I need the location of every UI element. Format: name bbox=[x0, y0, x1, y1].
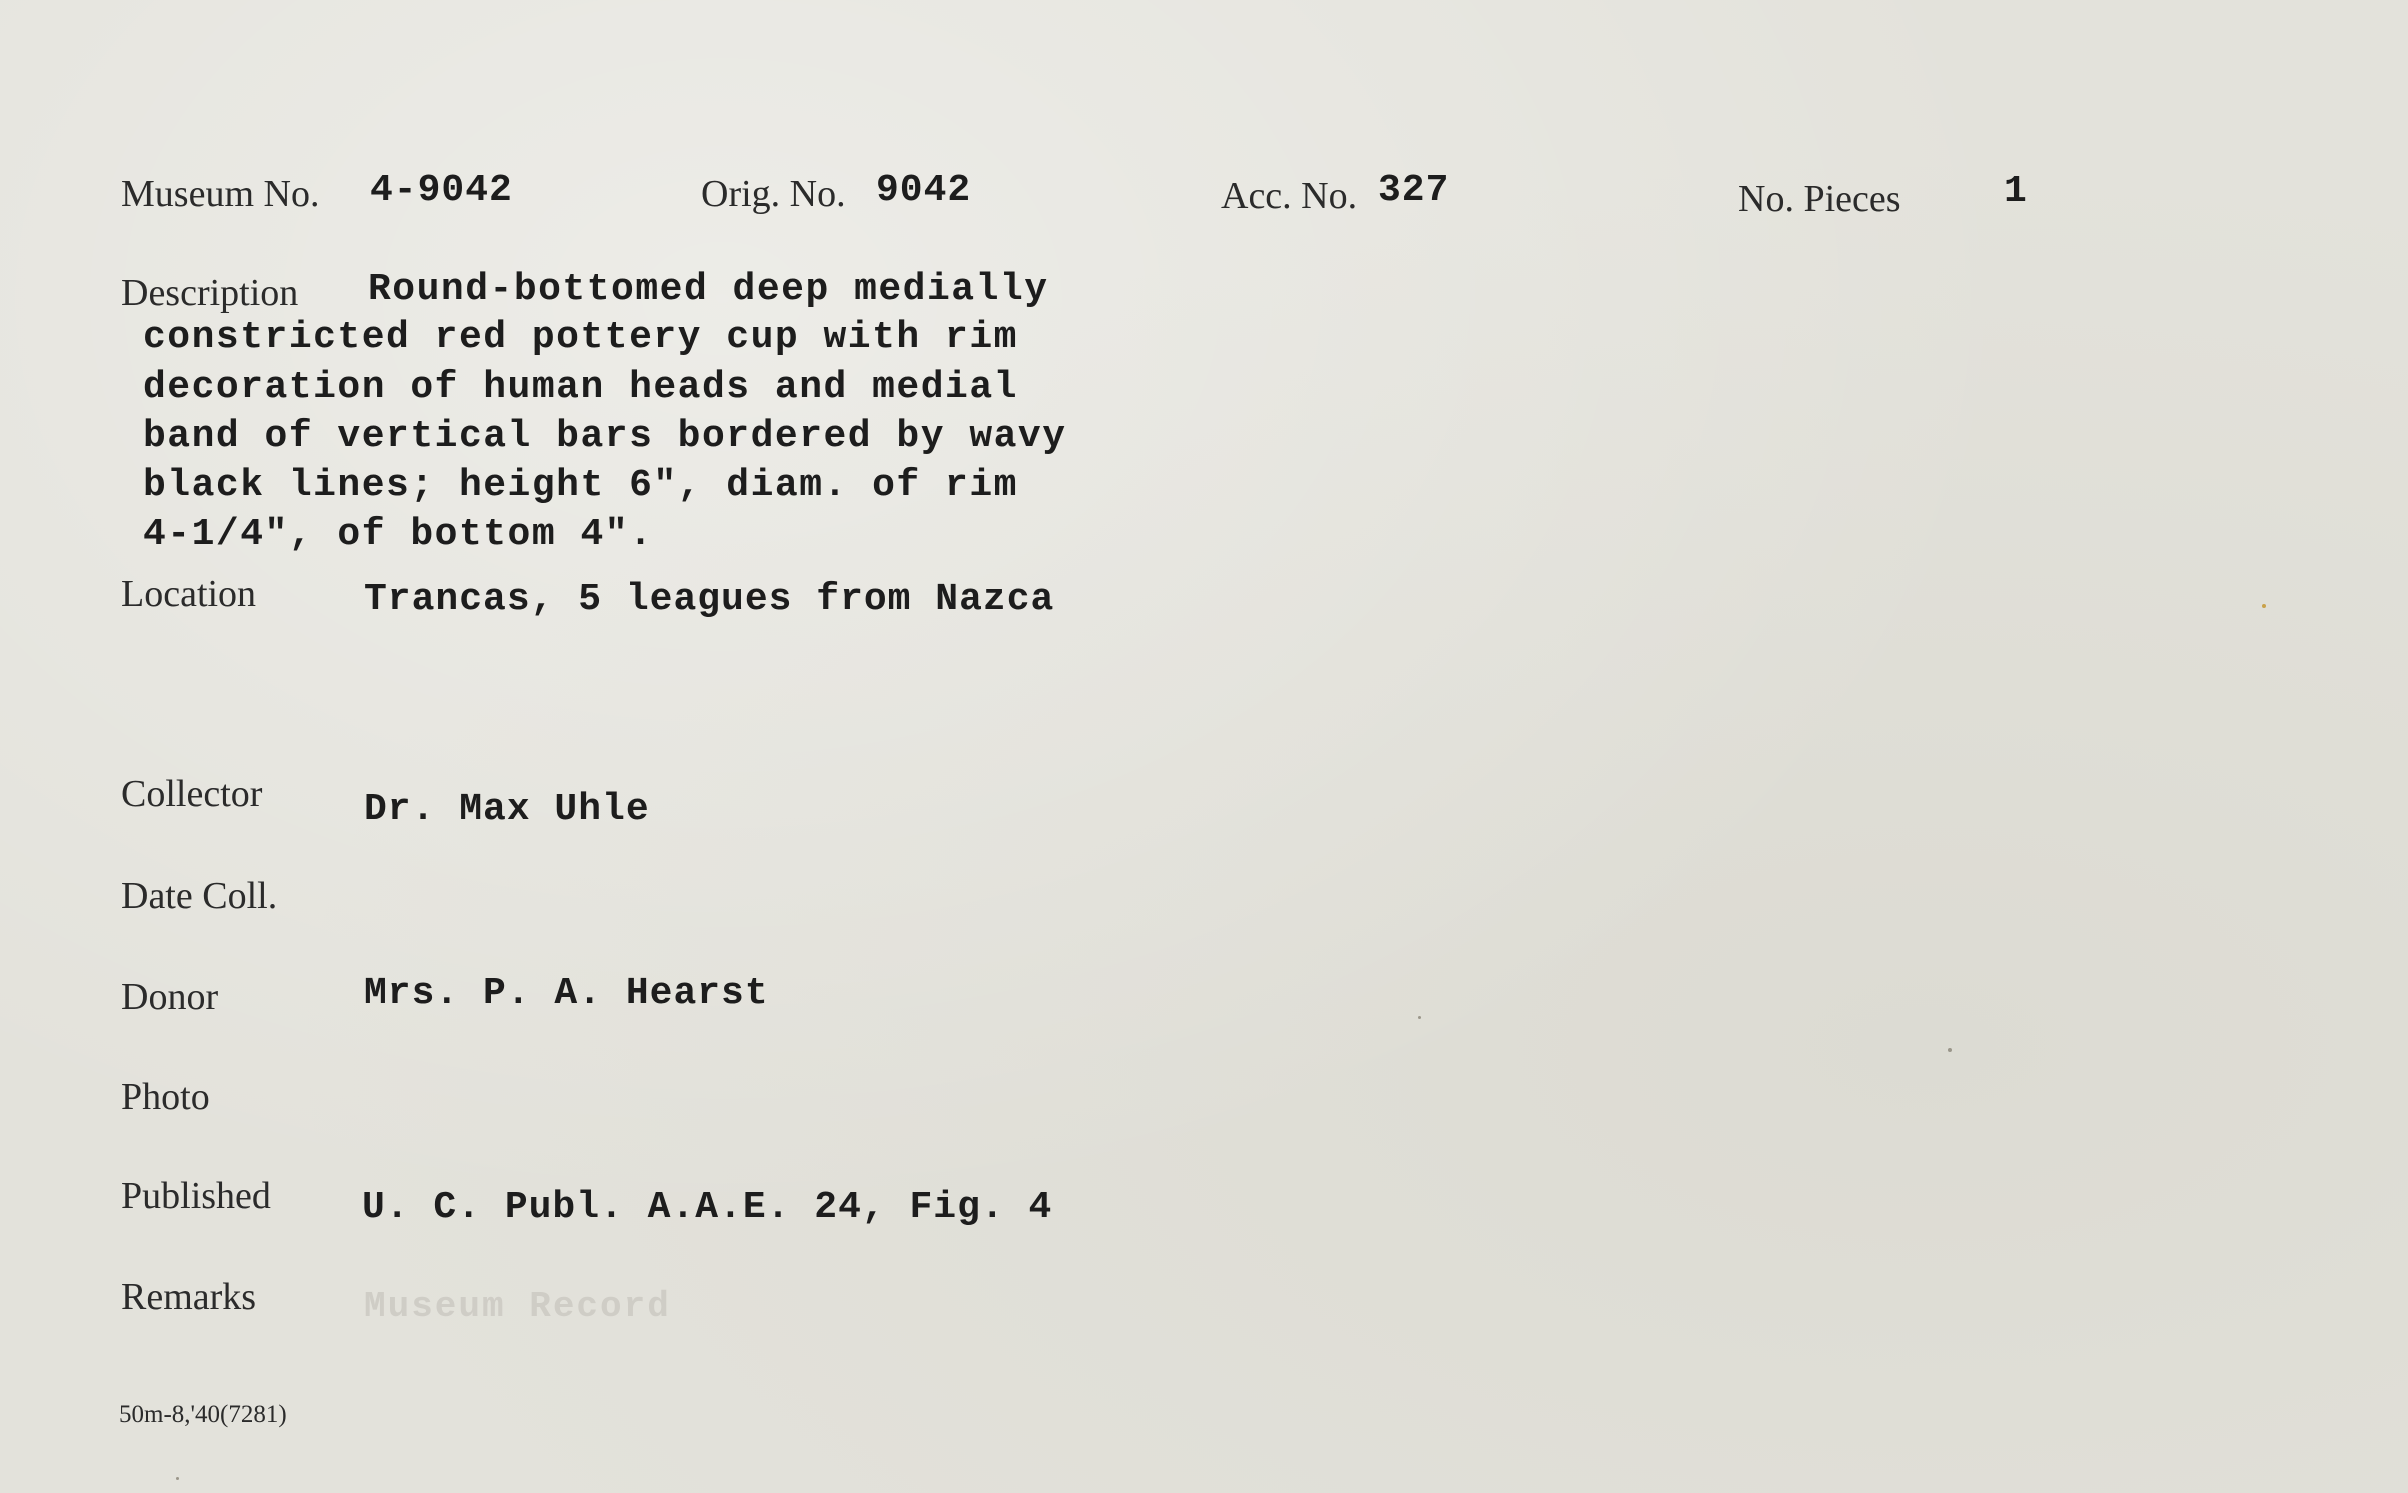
paper-speck bbox=[2262, 604, 2266, 608]
paper-speck bbox=[176, 1477, 179, 1480]
collector-label: Collector bbox=[121, 773, 263, 815]
collector-value: Dr. Max Uhle bbox=[364, 788, 650, 831]
remarks-label: Remarks bbox=[121, 1276, 257, 1318]
published-label: Published bbox=[121, 1175, 271, 1217]
description-line-2: constricted red pottery cup with rim bbox=[143, 316, 1018, 359]
location-value: Trancas, 5 leagues from Nazca bbox=[364, 578, 1055, 621]
orig-no-label: Orig. No. bbox=[701, 173, 846, 215]
location-label: Location bbox=[121, 573, 257, 615]
form-code: 50m-8,'40(7281) bbox=[119, 1401, 287, 1428]
remarks-value: Museum Record bbox=[364, 1286, 671, 1327]
description-label: Description bbox=[121, 272, 299, 314]
acc-no-label: Acc. No. bbox=[1221, 175, 1358, 217]
donor-label: Donor bbox=[121, 976, 219, 1018]
orig-no-value: 9042 bbox=[876, 169, 972, 212]
paper-speck bbox=[1418, 1016, 1421, 1019]
museum-no-value: 4-9042 bbox=[370, 169, 513, 212]
donor-value: Mrs. P. A. Hearst bbox=[364, 972, 769, 1015]
paper-speck bbox=[1948, 1048, 1952, 1052]
description-line-5: black lines; height 6", diam. of rim bbox=[143, 464, 1018, 507]
description-line-3: decoration of human heads and medial bbox=[143, 366, 1018, 409]
no-pieces-label: No. Pieces bbox=[1738, 178, 1901, 220]
description-line-1: Round-bottomed deep medially bbox=[368, 268, 1049, 311]
no-pieces-value: 1 bbox=[2004, 170, 2028, 213]
photo-label: Photo bbox=[121, 1076, 210, 1118]
acc-no-value: 327 bbox=[1378, 169, 1450, 212]
date-coll-label: Date Coll. bbox=[121, 875, 278, 917]
published-value: U. C. Publ. A.A.E. 24, Fig. 4 bbox=[362, 1186, 1053, 1229]
description-line-4: band of vertical bars bordered by wavy bbox=[143, 415, 1067, 458]
description-line-6: 4-1/4", of bottom 4". bbox=[143, 513, 654, 556]
museum-no-label: Museum No. bbox=[121, 173, 320, 215]
